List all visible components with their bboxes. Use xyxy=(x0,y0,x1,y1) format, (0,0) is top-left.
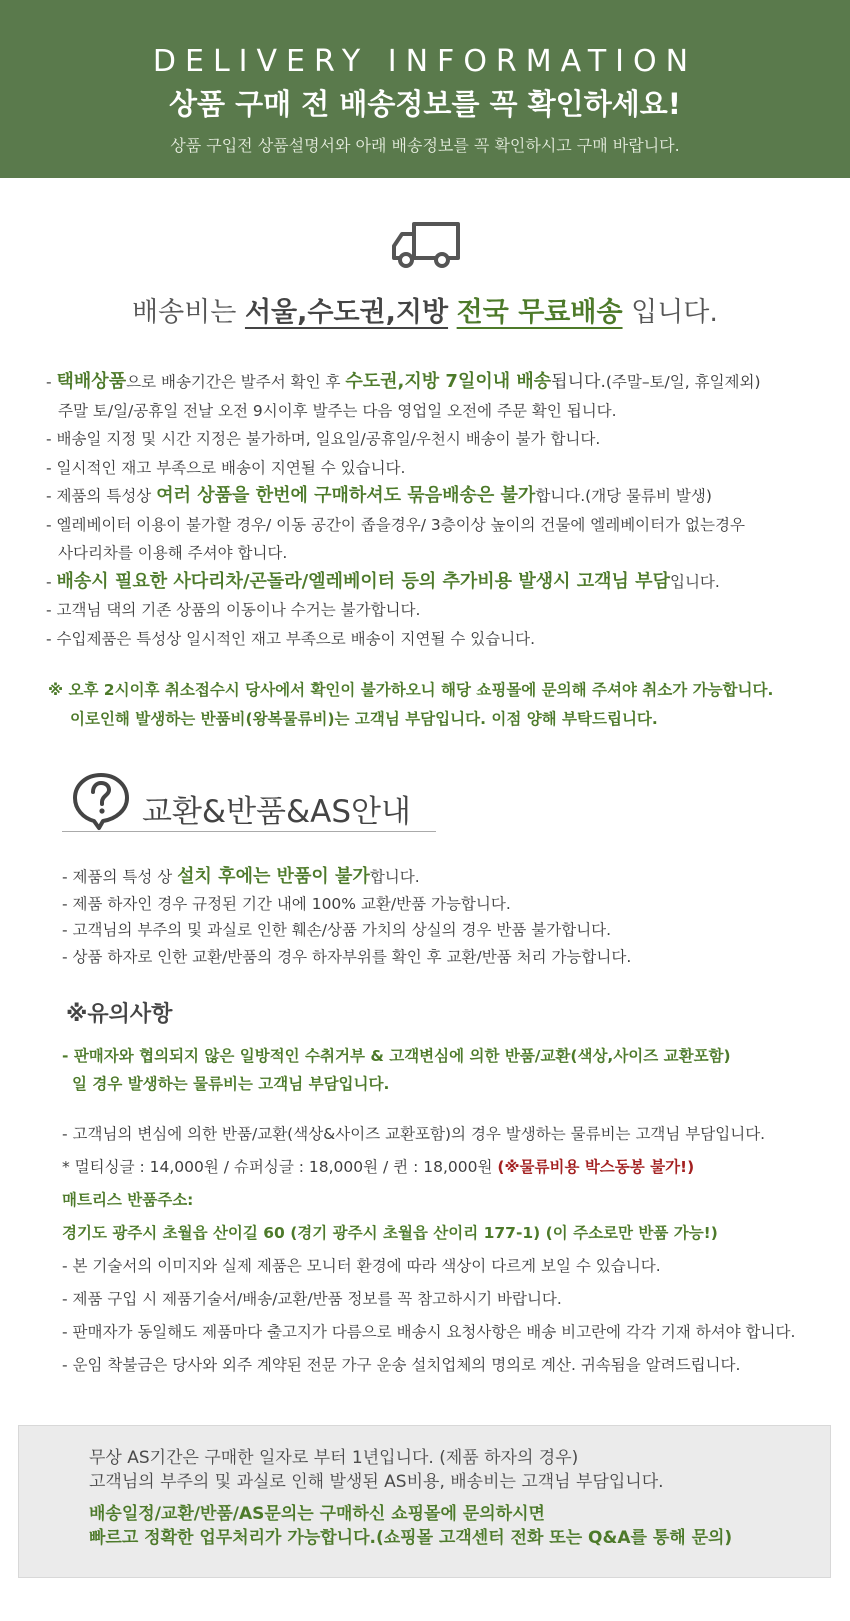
truck-icon xyxy=(390,218,462,270)
list-item: - 판매자가 동일해도 제품마다 출고지가 다름으로 배송시 요청사항은 배송 비고란에 각각 기재 하셔야 합니다. xyxy=(62,1323,796,1341)
exchange-section-header xyxy=(62,768,436,832)
as-inquiry-text: 배송일정/교환/반품/AS문의는 구매하신 쇼핑몰에 문의하시면 xyxy=(89,1504,545,1524)
list-item: - 본 기술서의 이미지와 실제 제품은 모니터 환경에 따라 색상이 다르게 보일 수 있습니다. xyxy=(62,1257,661,1275)
list-item: - 운임 착불금은 당사와 외주 계약된 전문 가구 운송 설치업체의 명의로 계산. 귀속됨을 알려드립니다. xyxy=(62,1356,741,1374)
return-address: 경기도 광주시 초월읍 산이길 60 (경기 광주시 초월읍 산이리 177-1) (이 주소로만 반품 가능!) xyxy=(62,1224,718,1242)
delivery-period-highlight: 수도권,지방 7일이내 배송 xyxy=(345,371,552,392)
no-box-enclosure-warning: (※물류비용 박스동봉 불가!) xyxy=(497,1158,695,1176)
list-item: 사다리차를 이용해 주셔야 합니다. xyxy=(58,544,288,562)
list-item: - 엘레베이터 이용이 불가할 경우/ 이동 공간이 좁을경우/ 3층이상 높이의 건물에 엘레베이터가 없는경우 xyxy=(46,515,745,534)
list-item: - 수입제품은 특성상 일시적인 재고 부족으로 배송이 지연될 수 있습니다. xyxy=(46,629,536,648)
list-item: - 상품 하자로 인한 교환/반품의 경우 하자부위를 확인 후 교환/반품 처리 가능합니다. xyxy=(62,947,632,966)
no-return-highlight: 설치 후에는 반품이 불가 xyxy=(177,866,370,887)
exchange-policy-list xyxy=(62,864,842,970)
delivery-info-header xyxy=(0,0,850,178)
shipping-fee-row: * 멀티싱글 : 14,000원 / 슈퍼싱글 : 18,000원 / 퀸 : 18,000원 (※물류비용 박스동봉 불가!) xyxy=(62,1158,695,1176)
extra-cost-highlight: 배송시 필요한 사다리차/곤돌라/엘레베이터 등의 추가비용 발생시 고객님 부담 xyxy=(56,570,670,592)
list-item: - 제품 하자인 경우 규정된 기간 내에 100% 교환/반품 가능합니다. xyxy=(62,894,511,913)
delivery-policy-list xyxy=(46,368,836,653)
as-cost-text: 고객님의 부주의 및 과실로 인해 발생된 AS비용, 배송비는 고객님 부담입니다. xyxy=(89,1472,664,1492)
question-bubble-icon xyxy=(72,771,130,831)
free-shipping-region: 서울,수도권,지방 xyxy=(244,297,449,328)
list-item: - 제품의 특성상 여러 상품을 한번에 구매하셔도 묶음배송은 불가합니다.(개당 물류비 발생) xyxy=(46,485,712,506)
header-subtitle: 상품 구입전 상품설명서와 아래 배송정보를 꼭 확인하시고 구매 바랍니다. xyxy=(170,136,680,155)
list-item: - 택배상품으로 배송기간은 발주서 확인 후 수도권,지방 7일이내 배송됩니다.(주말–토/일, 휴일제외) xyxy=(46,371,761,392)
free-shipping-statement xyxy=(0,290,850,329)
exchange-section-title: 교환&반품&AS안내 xyxy=(142,794,411,830)
as-period-text: 무상 AS기간은 구매한 일자로 부터 1년입니다. (제품 하자의 경우) xyxy=(89,1448,579,1468)
as-inquiry-text-2: 빠르고 정확한 업무처리가 가능합니다.(쇼핑몰 고객센터 전화 또는 Q&A를 통해 문의) xyxy=(89,1528,733,1548)
free-shipping-suffix: 입니다. xyxy=(622,297,718,328)
list-item: - 제품의 특성 상 설치 후에는 반품이 불가합니다. xyxy=(62,866,420,887)
caution-text: - 판매자와 협의되지 않은 일방적인 수취거부 & 고객변심에 의한 반품/교환(색상,사이즈 교환포함) 일 경우 발생하는 물류비는 고객님 부담입니다. xyxy=(62,1047,731,1093)
header-title: 상품 구매 전 배송정보를 꼭 확인하세요! xyxy=(169,87,681,121)
list-item: - 고객님 댁의 기존 상품의 이동이나 수거는 불가합니다. xyxy=(46,601,421,619)
header-english-title: DELIVERY INFORMATION xyxy=(152,44,698,79)
as-info-box xyxy=(18,1425,831,1578)
bundle-shipping-highlight: 여러 상품을 한번에 구매하셔도 묶음배송은 불가 xyxy=(156,485,536,506)
list-item: - 배송일 지정 및 시간 지정은 불가하며, 일요일/공휴일/우천시 배송이 불가 합니다. xyxy=(46,430,601,448)
free-shipping-prefix: 배송비는 xyxy=(132,297,245,328)
return-address-label: 매트리스 반품주소: xyxy=(62,1191,194,1209)
cancellation-notice: ※ 오후 2시이후 취소접수시 당사에서 확인이 불가하오니 해당 쇼핑몰에 문의해 주셔야 취소가 가능합니다. 이로인해 발생하는 반품비(왕복물류비)는 고객님 부담입니다. 이점 양해 부탁드립니다. xyxy=(48,681,774,728)
list-item: 주말 토/일/공휴일 전날 오전 9시이후 발주는 다음 영업일 오전에 주문 확인 됩니다. xyxy=(58,401,617,420)
list-item: - 배송시 필요한 사다리차/곤돌라/엘레베이터 등의 추가비용 발생시 고객님 부담입니다. xyxy=(46,570,720,592)
list-item: - 일시적인 재고 부족으로 배송이 지연될 수 있습니다. xyxy=(46,458,406,477)
list-item: - 제품 구입 시 제품기술서/배송/교환/반품 정보를 꼭 참고하시기 바랍니다. xyxy=(62,1290,562,1308)
list-item: - 고객님의 변심에 의한 반품/교환(색상&사이즈 교환포함)의 경우 발생하는 물류비는 고객님 부담입니다. xyxy=(62,1125,766,1143)
free-shipping-highlight: 전국 무료배송 xyxy=(456,297,623,328)
courier-product-highlight: 택배상품 xyxy=(56,371,127,392)
return-info-list xyxy=(62,1118,842,1382)
list-item: - 고객님의 부주의 및 과실로 인한 훼손/상품 가치의 상실의 경우 반품 불가합니다. xyxy=(62,921,612,939)
caution-title: ※유의사항 xyxy=(66,1002,173,1027)
